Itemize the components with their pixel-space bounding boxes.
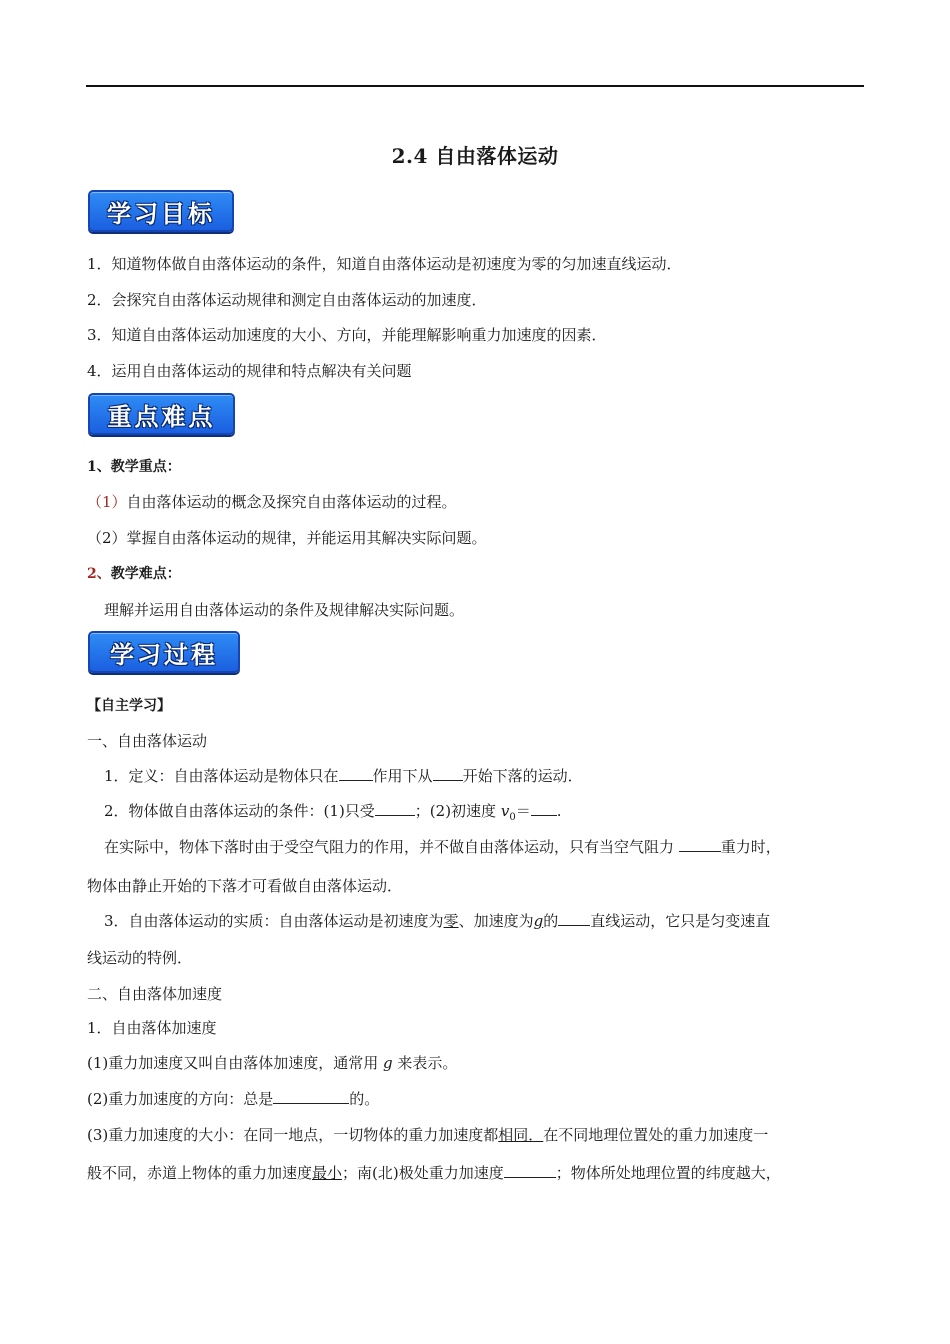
difficulty-heading-num: 2、 <box>87 566 111 582</box>
underlined-answer: 最小 <box>312 1164 343 1182</box>
essence-text: 3．自由落体运动的实质：自由落体运动是初速度为 <box>104 912 444 930</box>
reality-line: 物体由静止开始的下落才可看做自由落体运动． <box>87 877 403 895</box>
key-item-num: （1） <box>87 493 127 511</box>
difficulty-heading-text: 教学难点： <box>110 566 181 582</box>
essence-text: 的 <box>543 912 559 930</box>
key-item-text: 自由落体运动的概念及探究自由落体运动的过程。 <box>126 493 457 511</box>
key-item: （2）掌握自由落体运动的规律，并能运用其解决实际问题。 <box>87 529 487 547</box>
reality-text: 在实际中，物体下落时由于受空气阻力的作用，并不做自由落体运动，只有当空气阻力 <box>104 838 679 856</box>
gravity-text: (1)重力加速度又叫自由落体加速度，通常用 <box>87 1054 384 1072</box>
underlined-answer: 零 <box>443 912 459 930</box>
answer-blank[interactable] <box>558 911 590 926</box>
condition-text: ；(2)初速度 <box>414 802 501 820</box>
condition-line <box>104 801 561 828</box>
section-heading: 一、自由落体运动 <box>87 732 208 750</box>
header-rule <box>86 85 864 87</box>
difficulty-item: 理解并运用自由落体运动的条件及规律解决实际问题。 <box>104 601 465 619</box>
underlined-answer: 相同． <box>498 1126 544 1144</box>
answer-blank[interactable] <box>339 766 373 781</box>
reality-text: 重力时， <box>720 838 781 856</box>
answer-blank[interactable] <box>531 801 557 816</box>
goal-item: 3．知道自由落体运动加速度的大小、方向，并能理解影响重力加速度的因素． <box>87 326 607 344</box>
gravity-symbol: g <box>383 1054 393 1072</box>
gravity-text: ；南(北)极处重力加速度 <box>342 1164 504 1182</box>
self-study-heading: 【自主学习】 <box>87 698 171 714</box>
essence-line <box>104 911 770 931</box>
gravity-text: (2)重力加速度的方向：总是 <box>87 1090 274 1108</box>
answer-blank[interactable] <box>504 1163 556 1178</box>
gravity-symbol: g <box>533 912 544 930</box>
essence-text: 、加速度为 <box>458 912 534 930</box>
section-heading: 二、自由落体加速度 <box>87 985 223 1003</box>
reality-line <box>104 837 781 857</box>
key-item <box>87 492 457 512</box>
page-title: 2.4 自由落体运动 <box>391 144 559 168</box>
definition-text: 作用下从 <box>372 767 433 785</box>
goal-item: 2．会探究自由落体运动规律和测定自由落体运动的加速度． <box>87 291 487 309</box>
answer-blank[interactable] <box>375 801 415 816</box>
key-heading-text: 教学重点： <box>110 459 181 475</box>
gravity-magnitude <box>87 1125 768 1145</box>
condition-text: . <box>556 802 562 820</box>
gravity-text: 来表示。 <box>392 1054 458 1072</box>
goals-badge: 学习目标 <box>88 190 234 232</box>
condition-text: ＝ <box>515 802 531 820</box>
gravity-text: (3)重力加速度的大小：在同一地点，一切物体的重力加速度都 <box>87 1126 499 1144</box>
condition-text: 2．物体做自由落体运动的条件：(1)只受 <box>104 802 375 820</box>
definition-line <box>104 766 583 786</box>
gravity-text: ；物体所处地理位置的纬度越大， <box>555 1164 781 1182</box>
process-badge: 学习过程 <box>88 631 240 673</box>
gravity-text: 的。 <box>349 1090 380 1108</box>
key-heading-num: 1、 <box>87 459 111 475</box>
goal-item: 1．知道物体做自由落体运动的条件，知道自由落体运动是初速度为零的匀加速直线运动． <box>87 255 682 273</box>
difficulty-heading <box>87 564 181 584</box>
goal-item: 4．运用自由落体运动的规律和特点解决有关问题 <box>87 362 412 380</box>
essence-text: 直线运动，它只是匀变速直 <box>590 912 771 930</box>
essence-line: 线运动的特例． <box>87 949 193 967</box>
velocity-subscript: 0 <box>509 812 516 823</box>
gravity-text: 在不同地理位置处的重力加速度一 <box>543 1126 769 1144</box>
velocity-symbol: v <box>500 802 510 820</box>
subsection-heading: 1．自由落体加速度 <box>87 1019 217 1037</box>
answer-blank[interactable] <box>433 766 463 781</box>
definition-text: 开始下落的运动． <box>462 767 583 785</box>
gravity-magnitude <box>87 1163 781 1183</box>
answer-blank[interactable] <box>679 837 721 852</box>
key-heading <box>87 457 181 477</box>
keypoints-badge: 重点难点 <box>88 393 235 435</box>
gravity-text: 般不同，赤道上物体的重力加速度 <box>87 1164 313 1182</box>
gravity-definition <box>87 1053 457 1073</box>
answer-blank[interactable] <box>273 1089 349 1104</box>
definition-text: 1．定义：自由落体运动是物体只在 <box>104 767 339 785</box>
gravity-direction <box>87 1089 379 1109</box>
